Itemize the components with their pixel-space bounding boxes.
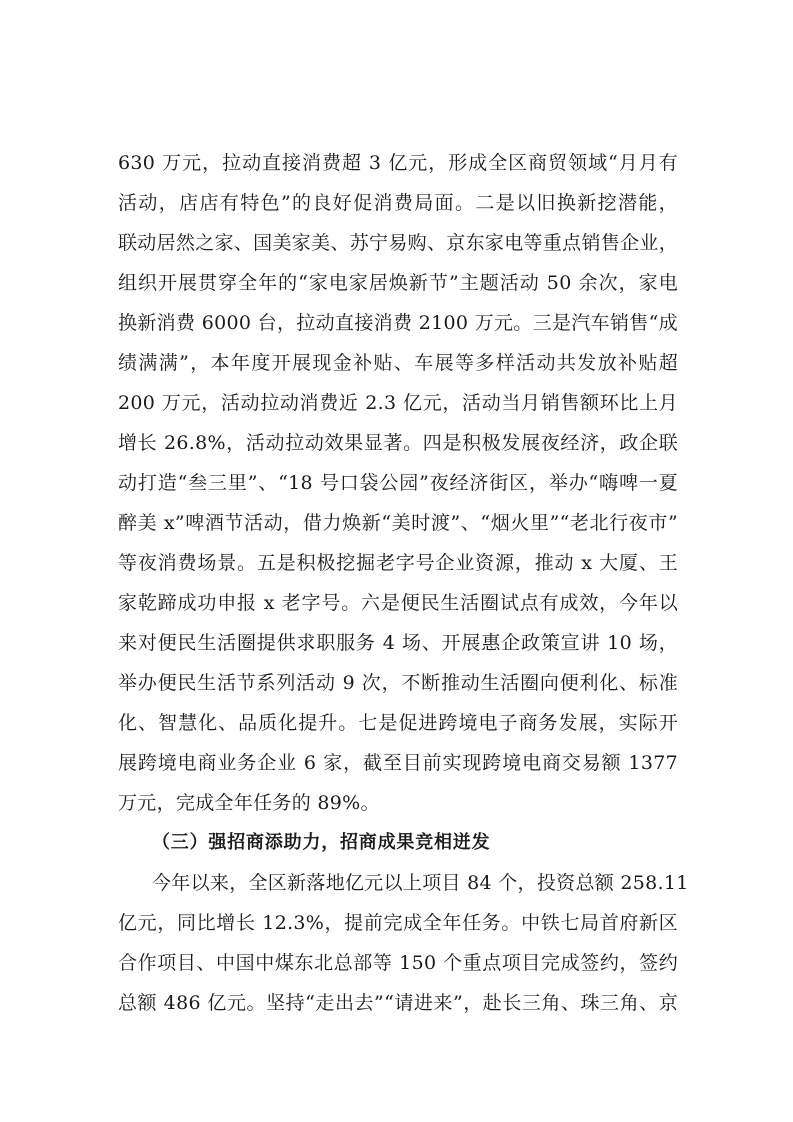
body-text-line: 醉美 x”啤酒节活动，借力焕新“美时渡”、“烟火里”“老北行夜市” bbox=[118, 512, 678, 534]
body-text-line: 展跨境电商业务企业 6 家，截至目前实现跨境电商交易额 1377 bbox=[118, 752, 678, 774]
body-text-line: 200 万元，活动拉动消费近 2.3 亿元，活动当月销售额环比上月 bbox=[118, 392, 678, 414]
body-text-line: 举办便民生活节系列活动 9 次，不断推动生活圈向便利化、标准 bbox=[118, 672, 678, 694]
body-text-line: 家乾蹄成功申报 x 老字号。六是便民生活圈试点有成效，今年以 bbox=[118, 592, 678, 614]
body-text-line: 动打造“叁三里”、“18 号口袋公园”夜经济街区，举办“嗨啤一夏 bbox=[118, 472, 678, 494]
body-text-line: 化、智慧化、品质化提升。七是促进跨境电子商务发展，实际开 bbox=[118, 712, 678, 734]
body-text-line: 增长 26.8%，活动拉动效果显著。四是积极发展夜经济，政企联 bbox=[118, 432, 678, 454]
body-text-line: 联动居然之家、国美家美、苏宁易购、京东家电等重点销售企业， bbox=[118, 232, 678, 254]
body-text-line: 合作项目、中国中煤东北总部等 150 个重点项目完成签约，签约 bbox=[118, 952, 678, 974]
body-text-line: 万元，完成全年任务的 89%。 bbox=[118, 792, 380, 814]
body-text-line: 亿元，同比增长 12.3%，提前完成全年任务。中铁七局首府新区 bbox=[118, 912, 678, 934]
body-text-line: 630 万元，拉动直接消费超 3 亿元，形成全区商贸领域“月月有 bbox=[118, 152, 678, 174]
body-text-line: 今年以来，全区新落地亿元以上项目 84 个，投资总额 258.11 bbox=[152, 872, 689, 894]
body-text-line: 来对便民生活圈提供求职服务 4 场、开展惠企政策宣讲 10 场， bbox=[118, 632, 678, 654]
body-text-line: 活动，店店有特色”的良好促消费局面。二是以旧换新挖潜能， bbox=[118, 192, 678, 214]
body-text-line: 绩满满”，本年度开展现金补贴、车展等多样活动共发放补贴超 bbox=[118, 352, 678, 374]
body-text-line: 组织开展贯穿全年的“家电家居焕新节”主题活动 50 余次，家电 bbox=[118, 272, 678, 294]
body-text-line: 等夜消费场景。五是积极挖掘老字号企业资源，推动 x 大厦、王 bbox=[118, 552, 678, 574]
section-heading: （三）强招商添助力，招商成果竞相迸发 bbox=[152, 832, 491, 853]
body-text-line: 总额 486 亿元。坚持“走出去”“请进来”，赴长三角、珠三角、京 bbox=[118, 992, 678, 1014]
body-text-line: 换新消费 6000 台，拉动直接消费 2100 万元。三是汽车销售“成 bbox=[118, 312, 678, 334]
